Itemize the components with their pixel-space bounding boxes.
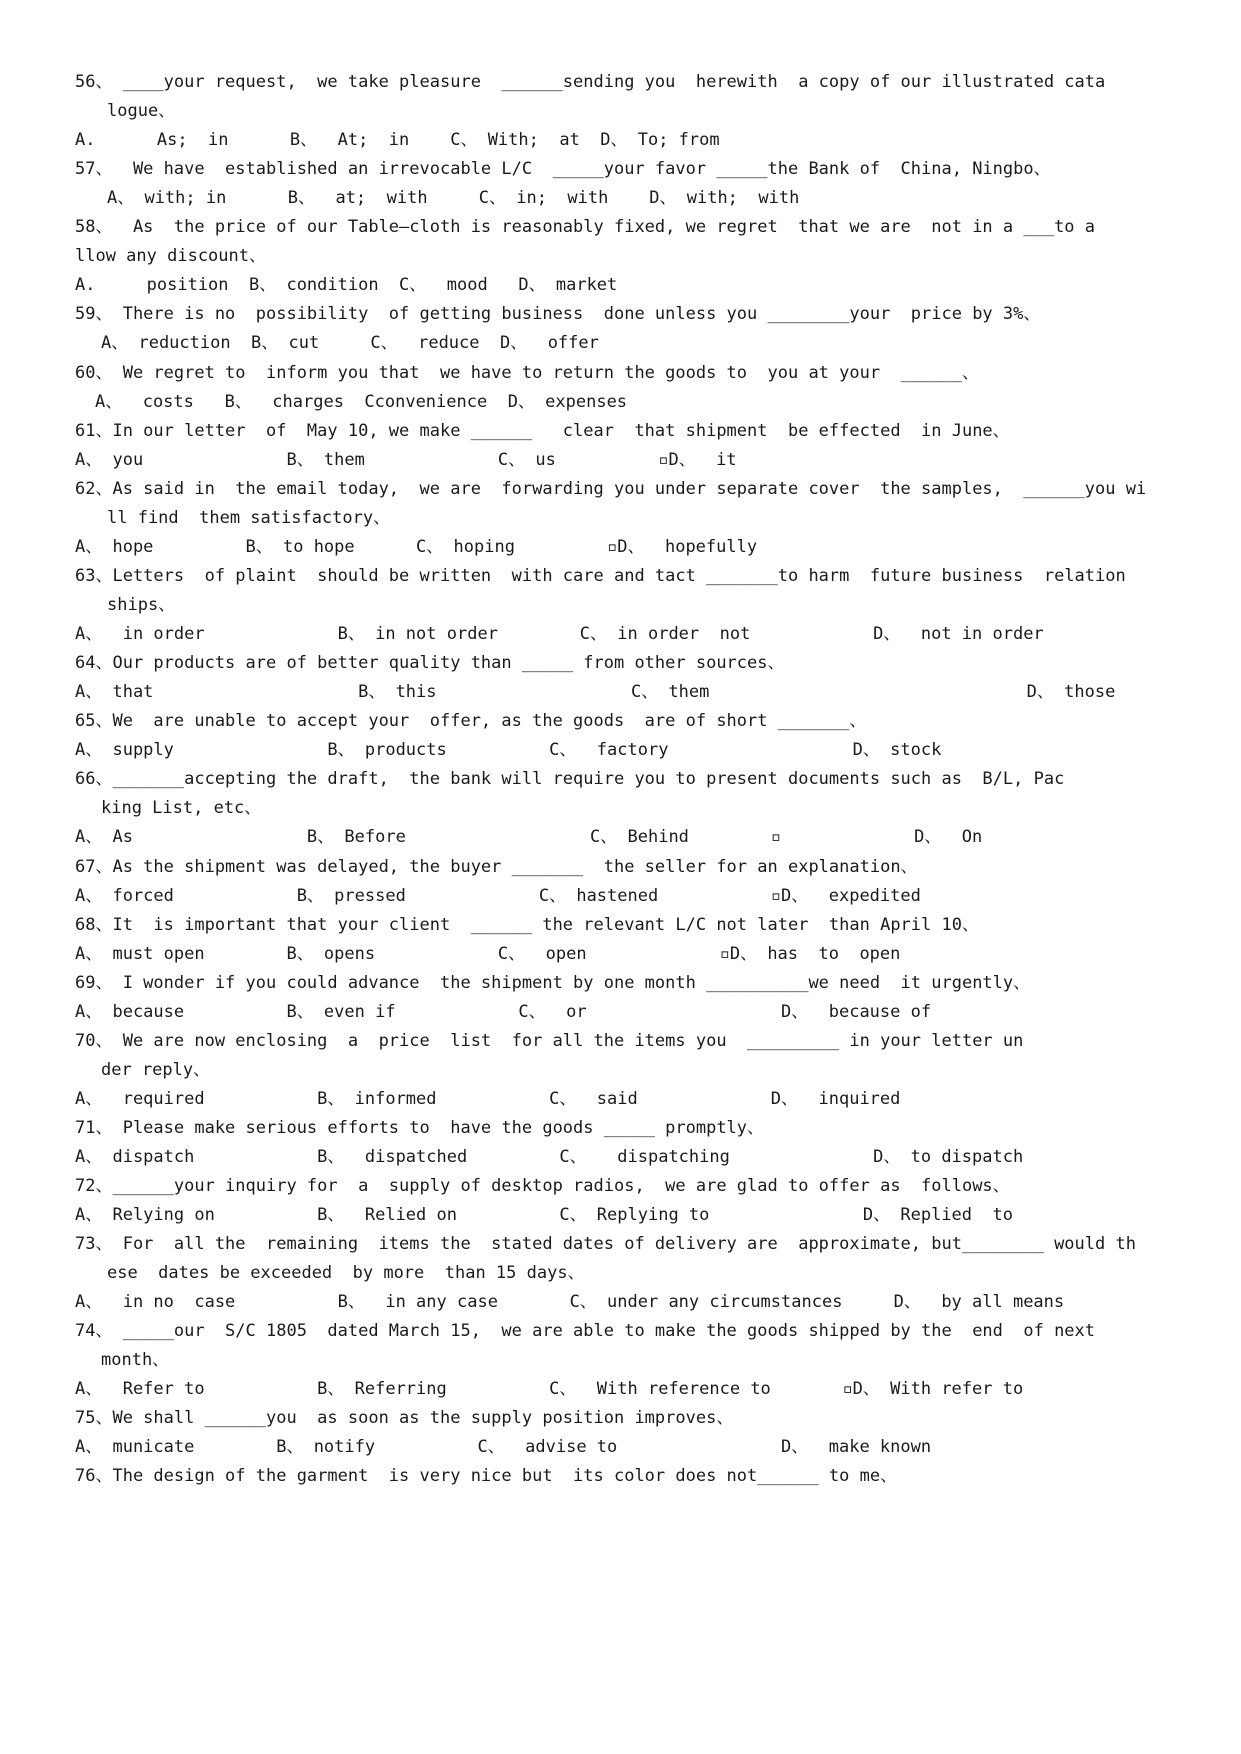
question-62-continuation: ll find them satisfactory、 [107,508,391,528]
options-66: A、 As B、 Before C、 Behind ▫ D、 On [75,827,983,847]
question-66: 66、_______accepting the draft, the bank will require you to present documents such as B/L, Pac [75,769,1065,789]
question-69: 69、 I wonder if you could advance the shipment by one month __________we need it urgently、 [75,973,1031,993]
options-57: A、 with; in B、 at; with C、 in; with D、 with; with [107,188,800,208]
options-73: A、 in no case B、 in any case C、 under any circumstances D、 by all means [75,1292,1065,1312]
question-63: 63、Letters of plaint should be written with care and tact _______to harm future business relation [75,566,1126,586]
options-74: A、 Refer to B、 Referring C、 With reference to ▫D、 With refer to [75,1379,1024,1399]
question-66-continuation: king List, etc、 [101,798,262,818]
question-56: 56、 ____your request, we take pleasure ______sending you herewith a copy of our illustrated cata [75,72,1106,92]
options-70: A、 required B、 informed C、 said D、 inquired [75,1089,901,1109]
options-75: A、 municate B、 notify C、 advise to D、 make known [75,1437,932,1457]
question-58: 58、 As the price of our Table—cloth is reasonably fixed, we regret that we are not in a ___to a [75,217,1096,237]
question-62: 62、As said in the email today, we are forwarding you under separate cover the samples, ______you wi [75,479,1147,499]
options-59: A、 reduction B、 cut C、 reduce D、 offer [101,333,599,353]
question-73-continuation: ese dates be exceeded by more than 15 days、 [107,1263,585,1283]
options-65: A、 supply B、 products C、 factory D、 stock [75,740,942,760]
options-63: A、 in order B、 in not order C、 in order not D、 not in order [75,624,1044,644]
question-61: 61、In our letter of May 10, we make ______ clear that shipment be effected in June、 [75,421,1010,441]
question-74-continuation: month、 [101,1350,170,1370]
options-67: A、 forced B、 pressed C、 hastened ▫D、 expedited [75,886,921,906]
options-69: A、 because B、 even if C、 or D、 because of [75,1002,932,1022]
question-65: 65、We are unable to accept your offer, as the goods are of short _______、 [75,711,867,731]
question-73: 73、 For all the remaining items the stated dates of delivery are approximate, but________ would th [75,1234,1136,1254]
question-71: 71、 Please make serious efforts to have the goods _____ promptly、 [75,1118,765,1138]
question-60: 60、 We regret to inform you that we have to return the goods to you at your ______、 [75,363,979,383]
options-56: A. As; in B、 At; in C、 With; at D、 To; from [75,130,720,150]
question-57: 57、 We have established an irrevocable L/C _____your favor _____the Bank of China, Ningbo、 [75,159,1051,179]
question-75: 75、We shall ______you as soon as the supply position improves、 [75,1408,734,1428]
options-58: A. position B、 condition C、 mood D、 market [75,275,618,295]
options-62: A、 hope B、 to hope C、 hoping ▫D、 hopefully [75,537,758,557]
question-64: 64、Our products are of better quality than _____ from other sources、 [75,653,785,673]
question-68: 68、It is important that your client ______ the relevant L/C not later than April 10、 [75,915,979,935]
question-58-continuation: llow any discount、 [75,246,266,266]
question-72: 72、______your inquiry for a supply of desktop radios, we are glad to offer as follows、 [75,1176,1010,1196]
options-64: A、 that B、 this C、 them D、 those [75,682,1116,702]
question-76: 76、The design of the garment is very nice but its color does not______ to me、 [75,1466,898,1486]
options-61: A、 you B、 them C、 us ▫D、 it [75,450,737,470]
question-63-continuation: ships、 [107,595,176,615]
options-60: A、 costs B、 charges Cconvenience D、 expenses [95,392,628,412]
question-56-continuation: logue、 [107,101,176,121]
options-71: A、 dispatch B、 dispatched C、 dispatching D、 to dispatch [75,1147,1024,1167]
question-70: 70、 We are now enclosing a price list for all the items you _________ in your letter un [75,1031,1024,1051]
question-59: 59、 There is no possibility of getting business done unless you ________your price by 3%、 [75,304,1041,324]
options-72: A、 Relying on B、 Relied on C、 Replying to D、 Replied to [75,1205,1013,1225]
question-70-continuation: der reply、 [101,1060,211,1080]
question-67: 67、As the shipment was delayed, the buyer _______ the seller for an explanation、 [75,857,918,877]
question-74: 74、 _____our S/C 1805 dated March 15, we are able to make the goods shipped by the end of next [75,1321,1096,1341]
options-68: A、 must open B、 opens C、 open ▫D、 has to open [75,944,901,964]
